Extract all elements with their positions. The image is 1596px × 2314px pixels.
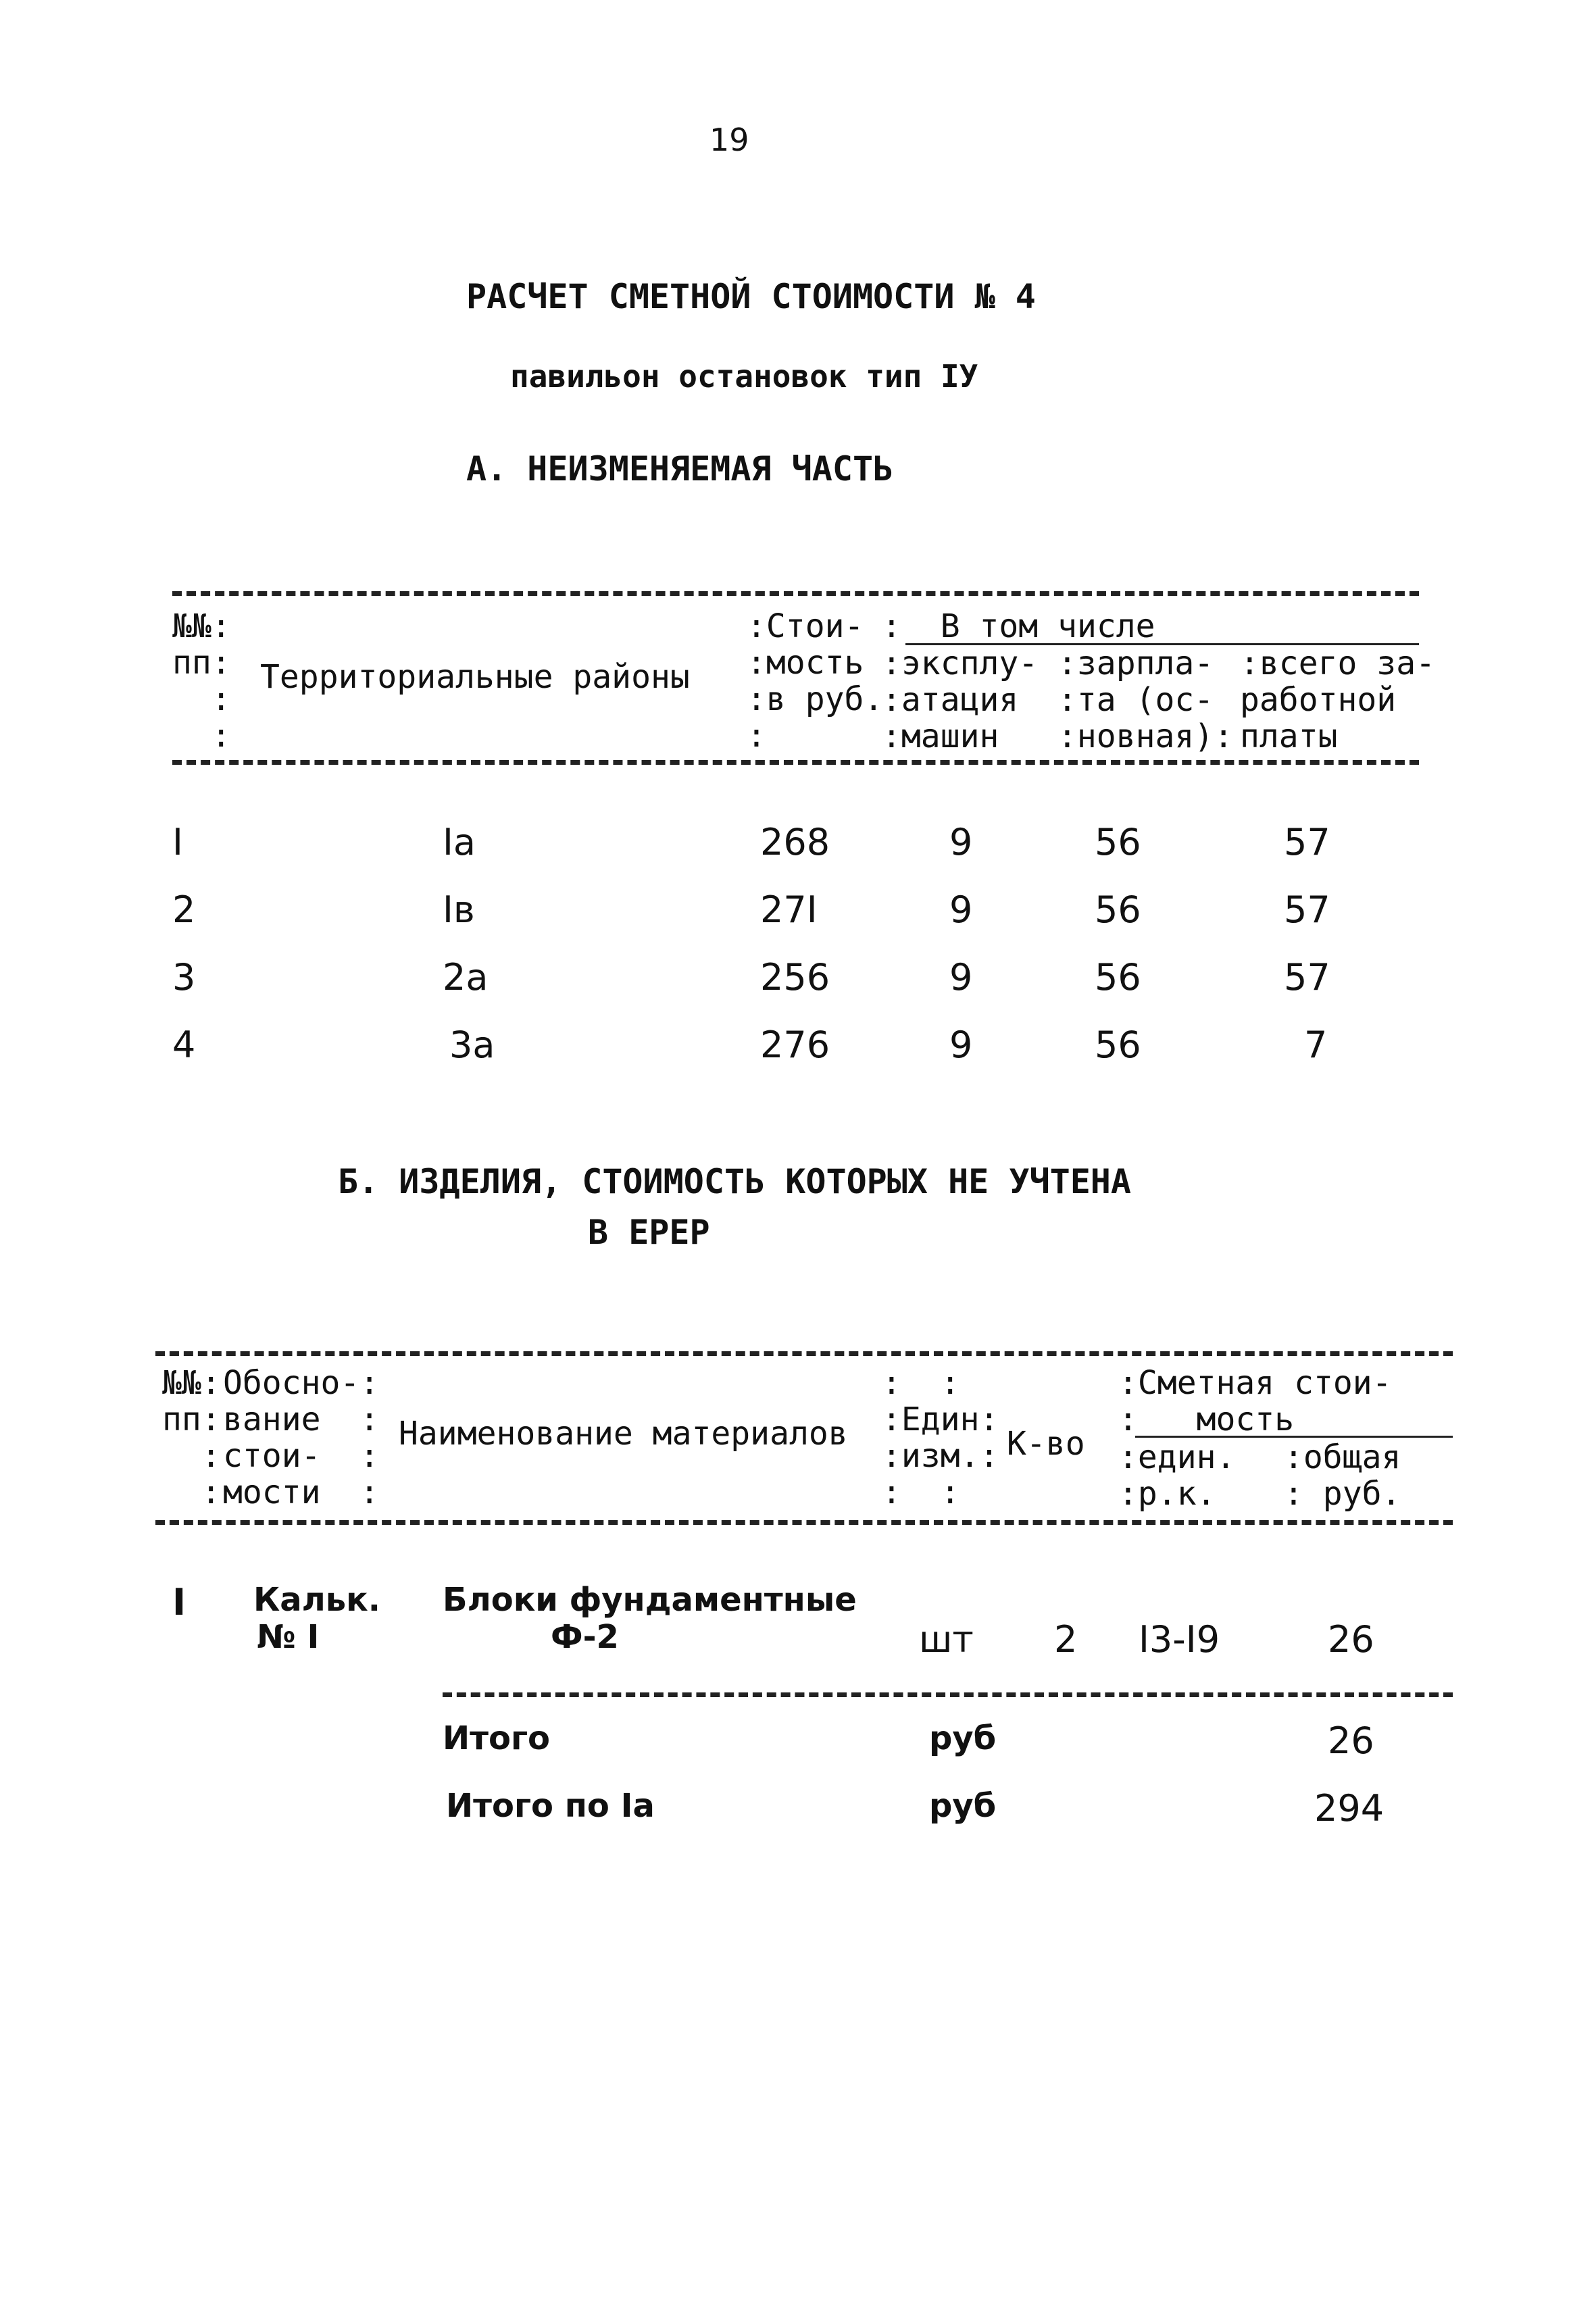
col-header-material-name: Наименование материалов [399,1415,848,1453]
subtotal-rule [443,1692,1453,1697]
total-unit: руб [929,1719,997,1757]
row-total: 7 [1304,1024,1328,1066]
table-b-header-rule [155,1520,1453,1525]
row-basis-number: № I [257,1618,320,1656]
estimated-cost-underline [1135,1436,1453,1438]
row-cost: 268 [760,821,830,863]
col-header-salary: :зарпла- :та (ос- :новная): [1057,645,1234,755]
col-header-unit-price: :един. :р.к. [1118,1438,1236,1513]
row-total: 57 [1284,821,1330,863]
col-header-quantity: К-во [1007,1425,1085,1463]
section-a-heading: А. НЕИЗМЕНЯЕМАЯ ЧАСТЬ [466,449,894,488]
row-exploitation: 9 [949,888,973,931]
table-a-header-rule [172,760,1419,765]
row-material-name: Блоки фундаментные [443,1581,857,1619]
col-header-total-cost: :общая : руб. [1284,1438,1401,1513]
row-exploitation: 9 [949,956,973,999]
row-quantity: 2 [1054,1618,1078,1661]
col-header-district: Территориальные районы [260,658,690,696]
row-num: 2 [172,888,196,931]
row-district: Iв [443,888,475,931]
row-num: I [172,1581,186,1624]
page-number: 19 [709,122,749,158]
row-district: 3а [449,1024,495,1066]
row-num: I [172,821,183,863]
table-a-top-rule [172,591,1419,596]
total-value: 26 [1328,1719,1374,1762]
row-salary: 56 [1095,821,1141,863]
row-cost: 27I [760,888,818,931]
section-b-heading: Б. ИЗДЕЛИЯ, СТОИМОСТЬ КОТОРЫХ НЕ УЧТЕНА [338,1162,1131,1201]
table-b-top-rule [155,1351,1453,1356]
row-num: 4 [172,1024,196,1066]
col-header-exploitation: :эксплу- :атация :машин [882,645,1039,755]
row-unit-price: I3-I9 [1139,1618,1220,1661]
total-label: Итого [443,1719,551,1757]
row-salary: 56 [1095,956,1141,999]
col-header-num: №№: пп: : : [172,607,231,755]
grand-total-unit: руб [929,1787,997,1825]
col-header-total-salary: :всего за- работной платы [1240,645,1435,755]
row-cost: 276 [760,1024,830,1066]
row-material-code: Ф-2 [551,1618,619,1656]
document-subtitle: павильон остановок тип IУ [510,358,978,395]
row-salary: 56 [1095,888,1141,931]
col-header-num: №№: пп: : : [162,1364,221,1511]
col-header-basis: Обосно-: вание : стои- : мости : [223,1364,380,1511]
row-total: 57 [1284,956,1330,999]
section-b-heading-line2: В ЕРЕР [588,1213,710,1252]
col-header-including: : В том числе [882,607,1155,645]
row-num: 3 [172,956,196,999]
row-unit: шт [919,1618,974,1661]
col-header-cost: :Стои- :мость :в руб. : [747,607,884,755]
grand-total-label: Итого по Iа [446,1787,655,1825]
row-exploitation: 9 [949,1024,973,1066]
grand-total-value: 294 [1314,1787,1385,1830]
col-header-estimated-cost: :Сметная стои- : мость [1118,1364,1392,1438]
row-basis: Кальк. [253,1581,380,1619]
col-header-unit: : : :Един: :изм.: : : [882,1364,999,1511]
row-district: 2а [443,956,489,999]
row-cost: 256 [760,956,830,999]
row-total-cost: 26 [1328,1618,1374,1661]
row-exploitation: 9 [949,821,973,863]
row-district: Iа [443,821,476,863]
document-title: РАСЧЕТ СМЕТНОЙ СТОИМОСТИ № 4 [466,277,1036,316]
row-salary: 56 [1095,1024,1141,1066]
row-total: 57 [1284,888,1330,931]
